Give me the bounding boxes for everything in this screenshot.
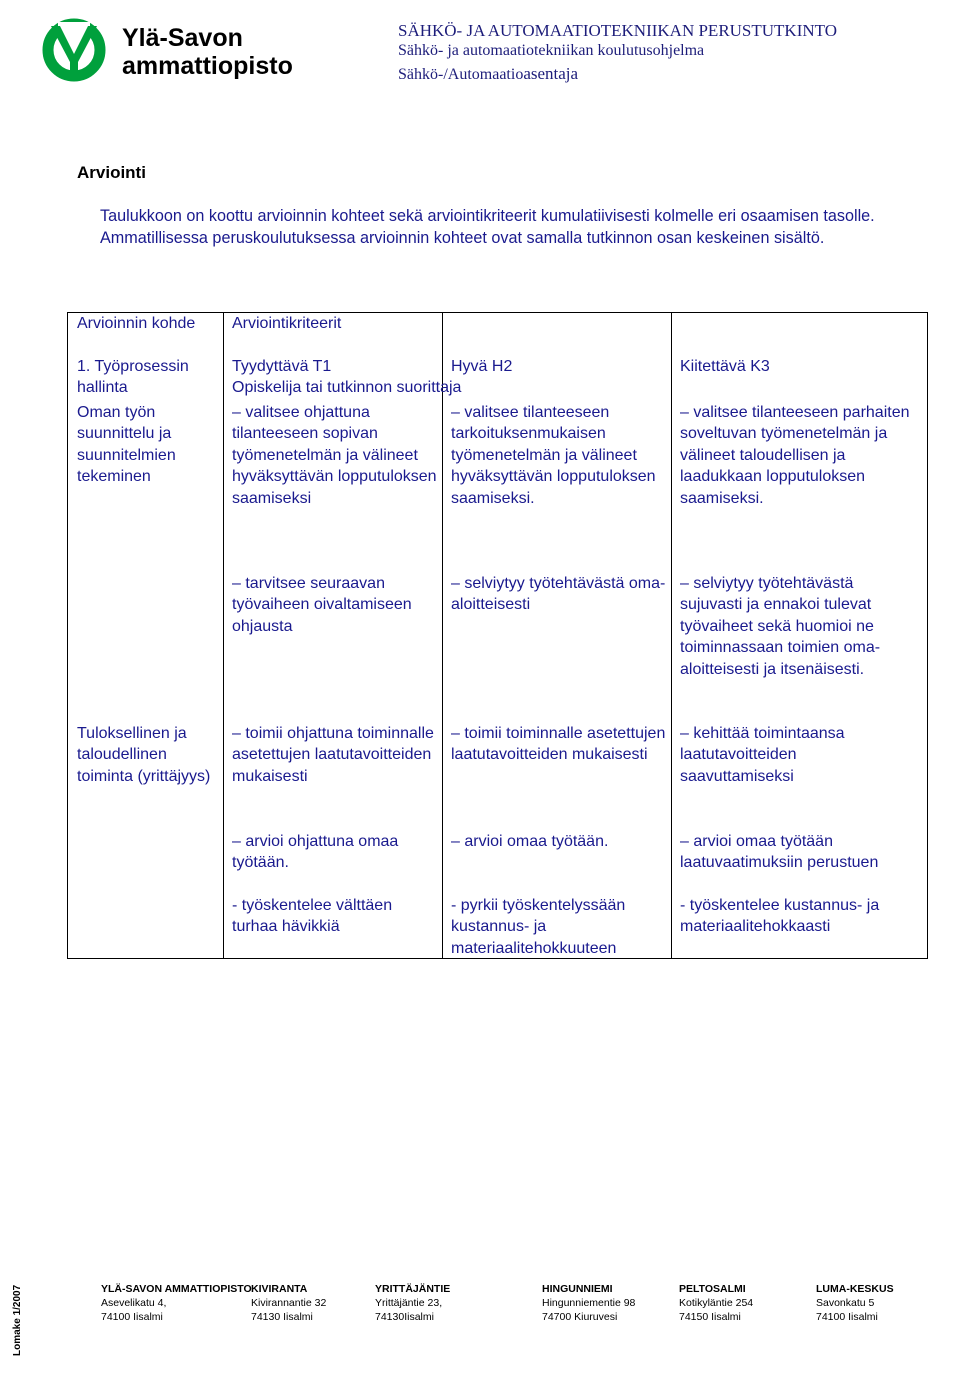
address-postal: 74100 Iisalmi (816, 1311, 878, 1323)
level-k3: Kiitettävä K3 (680, 358, 770, 375)
address-title: KIVIRANTA (251, 1283, 308, 1295)
category-label: 1. Työprosessin hallinta (77, 358, 189, 397)
assessment-table (67, 312, 928, 959)
address-postal: 74700 Kiuruvesi (542, 1311, 618, 1323)
footer-address (375, 1282, 450, 1324)
table-divider (442, 313, 443, 958)
footer-address (816, 1282, 894, 1324)
header-kriteerit: Arviointikriteerit (232, 315, 342, 332)
program-subtitle: Sähkö- ja automaatiotekniikan koulutusohjelma (398, 42, 705, 59)
address-street: Savonkatu 5 (816, 1297, 875, 1309)
row-target: Tuloksellinen ja taloudellinen toiminta (yrittäjyys) (77, 725, 211, 785)
performer-label: Opiskelija tai tutkinnon suorittaja (232, 379, 462, 396)
form-code-text: Lomake 1/2007 (12, 1284, 23, 1356)
address-postal: 74100 Iisalmi (101, 1311, 163, 1323)
level-t1: Tyydyttävä T1 (232, 358, 332, 375)
row-t1: – tarvitsee seuraavan työvaiheen oivaltamiseen ohjausta (232, 575, 412, 635)
row-t1: – valitsee ohjattuna tilanteeseen sopivan työmenetelmän ja välineet hyväksyttävän lopputuloksen saamiseksi (232, 404, 437, 507)
logo-line1: Ylä-Savon (122, 24, 243, 52)
row-h2: – arvioi omaa työtään. (451, 833, 609, 850)
qualification-title (398, 64, 938, 84)
footer-address (101, 1282, 252, 1324)
row-h2: – toimii toiminnalle asetettujen laatutavoitteiden mukaisesti (451, 725, 666, 764)
qualification-title-b: asentaja (523, 64, 579, 83)
address-street: Kotikyläntie 254 (679, 1297, 754, 1309)
qualification-title-a: Sähkö-/Automaatio (398, 66, 524, 83)
row-t1: – arvioi ohjattuna omaa työtään. (232, 833, 399, 872)
level-h2: Hyvä H2 (451, 358, 513, 375)
header-kohde: Arvioinnin kohde (77, 315, 196, 332)
address-street: Asevelikatu 4, (101, 1297, 167, 1309)
row-t1: – toimii ohjattuna toiminnalle asetettujen laatutavoitteiden mukaisesti (232, 725, 434, 785)
address-street: Kivirannantie 32 (251, 1297, 327, 1309)
address-postal: 74130Iisalmi (375, 1311, 434, 1323)
address-title: YLÄ-SAVON AMMATTIOPISTO (101, 1283, 252, 1295)
footer-address (251, 1282, 326, 1324)
address-postal: 74130 Iisalmi (251, 1311, 313, 1323)
program-title: SÄHKÖ- JA AUTOMAATIOTEKNIIKAN PERUSTUTKINTO (398, 21, 838, 40)
table-divider (223, 313, 224, 958)
row-k3: – kehittää toimintaansa laatutavoitteiden saavuttamiseksi (680, 725, 845, 785)
row-t1: - työskentelee välttäen turhaa hävikkiä (232, 897, 393, 936)
address-postal: 74150 Iisalmi (679, 1311, 741, 1323)
intro-paragraph: Taulukkoon on koottu arvioinnin kohteet sekä arviointikriteerit kumulatiivisesti kolmelle eri osaamisen tasolle. Ammatillisessa peruskoulutuksessa arvioinnin kohteet ovat samalla tutkinnon osan keskeinen sisältö. (100, 207, 875, 247)
logo-line2: ammattiopisto (122, 52, 293, 80)
table-divider (671, 313, 672, 958)
footer-address (679, 1282, 753, 1324)
logo-emblem-icon (48, 22, 100, 80)
address-street: Hingunniementie 98 (542, 1297, 636, 1309)
footer-address (542, 1282, 635, 1324)
address-title: PELTOSALMI (679, 1283, 746, 1295)
row-h2: – selviytyy työtehtävästä oma-aloitteisesti (451, 575, 666, 614)
address-title: HINGUNNIEMI (542, 1283, 613, 1295)
section-title: Arviointi (77, 163, 146, 182)
address-title: LUMA-KESKUS (816, 1283, 894, 1295)
row-k3: – valitsee tilanteeseen parhaiten soveltuvan työmenetelmän ja välineet taloudellisen ja laadukkaan lopputuloksen saamiseksi. (680, 404, 910, 507)
row-h2: – valitsee tilanteeseen tarkoituksenmukaisen työmenetelmän ja välineet hyväksyttävän lopputuloksen saamiseksi. (451, 404, 656, 507)
row-h2: - pyrkii työskentelyssään kustannus- ja materiaalitehokkuuteen (451, 897, 626, 957)
ylasavon-logo (40, 14, 305, 86)
footer-addresses (0, 1282, 960, 1342)
row-target: Oman työn suunnittelu ja suunnitelmien tekeminen (77, 404, 176, 486)
address-street: Yrittäjäntie 23, (375, 1297, 443, 1309)
row-k3: – arvioi omaa työtään laatuvaatimuksiin perustuen (680, 833, 879, 872)
address-title: YRITTÄJÄNTIE (375, 1283, 451, 1295)
row-k3: – selviytyy työtehtävästä sujuvasti ja ennakoi tulevat työvaiheet sekä huomioi ne toiminnassaan toimien oma-aloitteisesti ja itsenäisesti. (680, 575, 881, 678)
row-k3: - työskentelee kustannus- ja materiaalitehokkaasti (680, 897, 880, 936)
